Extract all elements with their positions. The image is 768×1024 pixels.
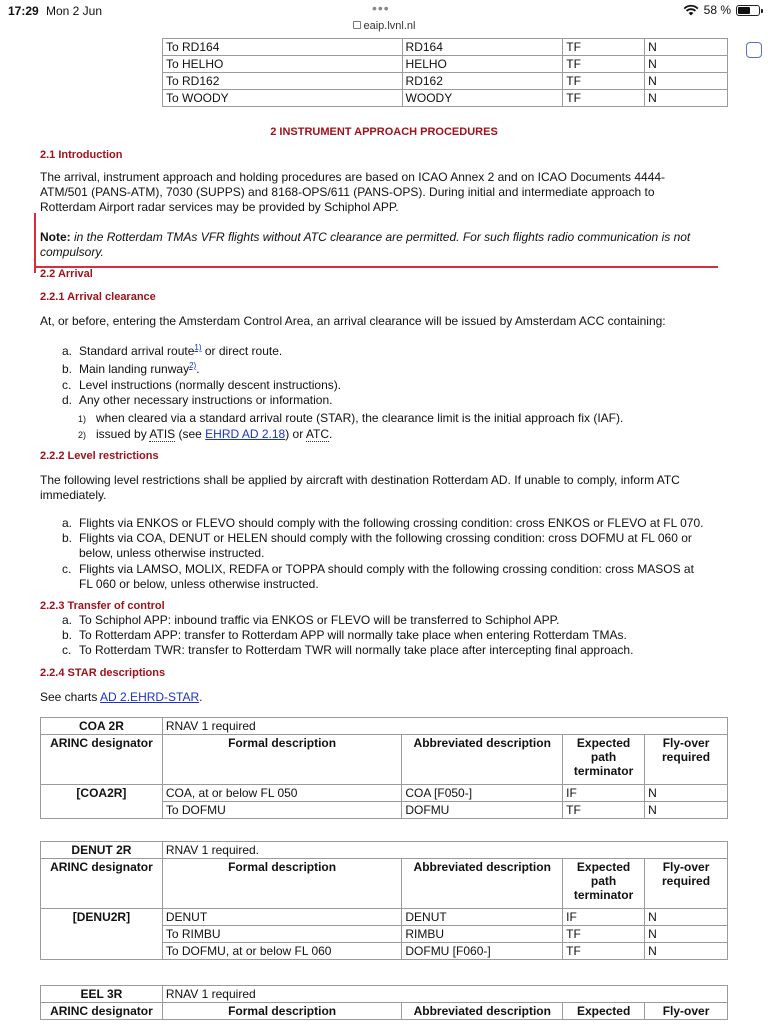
table-cell: DOFMU	[402, 802, 563, 819]
change-bar	[34, 213, 36, 273]
list-text: Flights via COA, DENUT or HELEN should comply with the following crossing condition: cross DOFMU at FL 060 or	[79, 531, 692, 545]
table-cell: RD164	[402, 39, 563, 56]
multitask-dots-icon[interactable]: •••	[372, 0, 390, 16]
header-line: terminator	[573, 888, 634, 902]
url-text: eaip.lvnl.nl	[363, 20, 416, 32]
table-cell: N	[645, 943, 728, 960]
intro-text: The arrival, instrument approach and holding procedures are based on ICAO Annex 2 and on ICAO Documents 4444-ATM/501 (PANS-ATM), 7030 (SUPPS) and 8168-OPS/611 (PANS-OPS). During initial and intermediate approach to Rotterdam Airport radar services may be provided by Schiphol APP.	[40, 170, 666, 214]
table-cell: To WOODY	[163, 90, 403, 107]
list-text: .	[196, 362, 200, 376]
list-item	[62, 613, 559, 628]
section-title: 2 INSTRUMENT APPROACH PROCEDURES	[270, 126, 498, 138]
table-cell: To DOFMU, at or below FL 060	[162, 943, 402, 960]
col-header-path	[563, 859, 645, 909]
list-label: b.	[62, 362, 73, 376]
star-name: DENUT 2R	[41, 842, 163, 859]
table-cell: TF	[563, 56, 645, 73]
table-cell: DENUT	[162, 909, 402, 926]
col-header-abbrev: Abbreviated description	[402, 735, 563, 785]
star-table-coa2r	[40, 717, 728, 819]
star-name: EEL 3R	[41, 986, 163, 1003]
list-label: b.	[62, 531, 73, 545]
table-cell: To HELHO	[163, 56, 403, 73]
note-paragraph	[40, 230, 720, 260]
table-row	[41, 986, 728, 1003]
table-row	[41, 842, 728, 859]
header-line: path	[590, 874, 617, 888]
table-cell: N	[645, 909, 728, 926]
star-heading: 2.2.4 STAR descriptions	[40, 667, 166, 679]
table-cell: TF	[563, 802, 645, 819]
link-ehrd-ad-2-18[interactable]: EHRD AD 2.18	[205, 427, 286, 441]
list-item-continued: below, unless otherwise instructed.	[79, 546, 265, 560]
list-item	[62, 531, 692, 546]
footnote-item	[78, 411, 623, 427]
header-line: Fly-over	[662, 860, 710, 874]
list-item	[62, 628, 627, 643]
table-cell: RD162	[402, 73, 563, 90]
battery-percent: 58 %	[703, 3, 731, 17]
level-heading: 2.2.2 Level restrictions	[40, 450, 159, 462]
table-cell: To RIMBU	[162, 926, 402, 943]
abbr-atis[interactable]: ATIS	[149, 427, 176, 441]
header-line: required	[662, 750, 711, 764]
clearance-text: At, or before, entering the Amsterdam Control Area, an arrival clearance will be issued by Amsterdam ACC containing:	[40, 314, 666, 328]
table-cell: HELHO	[402, 56, 563, 73]
table-row	[41, 785, 728, 802]
level-text: The following level restrictions shall be applied by aircraft with destination Rotterdam AD. If unable to comply, inform ATC immediately.	[40, 473, 680, 502]
list-text: To Rotterdam TWR: transfer to Rotterdam TWR will normally take place after intercepting final approach.	[79, 643, 634, 657]
footnote-label: 1)	[78, 414, 87, 424]
rnav-requirement: RNAV 1 required	[162, 718, 727, 735]
list-text: To Rotterdam APP: transfer to Rotterdam APP will normally take place when entering Rotterdam TMAs.	[79, 628, 627, 642]
rnav-requirement: RNAV 1 required	[162, 986, 727, 1003]
list-item	[62, 378, 341, 393]
col-header-path: Expected	[563, 1003, 645, 1020]
footnote-item	[78, 427, 332, 443]
link-star-charts[interactable]: AD 2.EHRD-STAR	[100, 690, 200, 704]
arrival-heading: 2.2 Arrival	[40, 268, 93, 280]
table-cell: IF	[563, 785, 645, 802]
list-label: a.	[62, 516, 73, 530]
footnote-link[interactable]: 2)	[189, 361, 197, 370]
clearance-heading: 2.2.1 Arrival clearance	[40, 291, 156, 303]
star-text-lead: See charts	[40, 690, 101, 704]
arinc-designator: [DENU2R]	[41, 909, 163, 960]
table-header-row	[41, 1003, 728, 1020]
change-line	[34, 266, 718, 268]
list-item	[62, 362, 200, 378]
top-route-table	[162, 38, 728, 107]
abbr-atc[interactable]: ATC	[305, 427, 329, 441]
col-header-arinc: ARINC designator	[41, 735, 163, 785]
lock-icon	[353, 21, 361, 29]
list-item	[62, 562, 694, 577]
table-cell: RIMBU	[402, 926, 563, 943]
table-cell: TF	[563, 943, 645, 960]
header-line: Fly-over	[662, 736, 710, 750]
url-bar[interactable]	[0, 20, 768, 32]
list-text: or direct route.	[201, 344, 283, 358]
table-row	[41, 718, 728, 735]
col-header-flyover	[645, 735, 728, 785]
list-label: c.	[62, 643, 72, 657]
header-line: path	[590, 750, 617, 764]
star-table-denu2r	[40, 841, 728, 960]
star-text-end: .	[199, 690, 203, 704]
star-name: COA 2R	[41, 718, 163, 735]
col-header-arinc: ARINC designator	[41, 859, 163, 909]
list-text: Main landing runway	[79, 362, 190, 376]
status-time: 17:29	[8, 4, 39, 18]
star-table-eel3r	[40, 985, 728, 1020]
list-text: Flights via ENKOS or FLEVO should comply with the following crossing condition: cross ENKOS or FLEVO at FL 070.	[79, 516, 704, 530]
col-header-formal: Formal description	[162, 735, 402, 785]
header-line: required	[662, 874, 711, 888]
table-cell: N	[645, 785, 728, 802]
note-label: Note:	[40, 230, 71, 244]
list-label: d.	[62, 393, 73, 407]
table-cell: IF	[563, 909, 645, 926]
footnote-link[interactable]: 1)	[194, 343, 202, 352]
table-cell: COA [F050-]	[402, 785, 563, 802]
table-cell: WOODY	[402, 90, 563, 107]
table-cell: TF	[563, 73, 645, 90]
list-text: To Schiphol APP: inbound traffic via ENKOS or FLEVO will be transferred to Schiphol APP.	[79, 613, 560, 627]
status-date: Mon 2 Jun	[46, 4, 103, 18]
table-cell: DENUT	[402, 909, 563, 926]
list-label: b.	[62, 628, 73, 642]
list-text: Level instructions (normally descent instructions).	[79, 378, 342, 392]
list-text: Standard arrival route	[79, 344, 195, 358]
table-cell: N	[645, 56, 728, 73]
rnav-requirement: RNAV 1 required.	[162, 842, 727, 859]
arinc-designator: [COA2R]	[41, 785, 163, 819]
list-text: Any other necessary instructions or information.	[79, 393, 333, 407]
status-bar	[0, 0, 768, 22]
footnote-label: 2)	[78, 430, 87, 440]
footnote-text: ) or	[285, 427, 306, 441]
battery-icon	[736, 5, 760, 16]
table-cell: To RD164	[163, 39, 403, 56]
table-row	[163, 73, 728, 90]
header-line: Expected	[576, 860, 631, 874]
col-header-formal: Formal description	[162, 1003, 402, 1020]
table-header-row	[41, 735, 728, 785]
list-item	[62, 393, 332, 408]
table-cell: COA, at or below FL 050	[162, 785, 402, 802]
col-header-formal: Formal description	[162, 859, 402, 909]
table-row	[163, 56, 728, 73]
footnote-text: when cleared via a standard arrival route (STAR), the clearance limit is the initial approach fix (IAF).	[96, 411, 624, 425]
sidebar-toggle-icon[interactable]	[746, 42, 762, 58]
col-header-abbrev: Abbreviated description	[402, 1003, 563, 1020]
table-cell: TF	[563, 926, 645, 943]
table-cell: DOFMU [F060-]	[402, 943, 563, 960]
table-cell: N	[645, 926, 728, 943]
list-item-continued: FL 060 or below, unless otherwise instructed.	[79, 577, 319, 591]
footnote-text: issued by	[96, 427, 150, 441]
intro-heading: 2.1 Introduction	[40, 149, 123, 161]
table-header-row	[41, 859, 728, 909]
list-item	[62, 516, 703, 531]
list-label: c.	[62, 562, 72, 576]
table-cell: N	[645, 802, 728, 819]
col-header-abbrev: Abbreviated description	[402, 859, 563, 909]
header-line: terminator	[573, 764, 634, 778]
table-row	[163, 90, 728, 107]
table-row	[163, 39, 728, 56]
list-label: a.	[62, 613, 73, 627]
transfer-heading: 2.2.3 Transfer of control	[40, 600, 165, 612]
col-header-arinc: ARINC designator	[41, 1003, 163, 1020]
table-cell: N	[645, 90, 728, 107]
table-cell: TF	[563, 39, 645, 56]
table-row	[41, 909, 728, 926]
table-cell: TF	[563, 90, 645, 107]
table-cell: N	[645, 39, 728, 56]
status-right	[683, 3, 760, 17]
star-text	[40, 690, 203, 705]
col-header-flyover	[645, 859, 728, 909]
list-item	[62, 344, 282, 360]
list-text: Flights via LAMSO, MOLIX, REDFA or TOPPA should comply with the following crossing condition: cross MASOS at	[79, 562, 694, 576]
table-cell: To DOFMU	[162, 802, 402, 819]
wifi-icon	[683, 4, 699, 16]
header-line: Expected	[576, 736, 631, 750]
table-cell: N	[645, 73, 728, 90]
col-header-path	[563, 735, 645, 785]
note-text: in the Rotterdam TMAs VFR flights without ATC clearance are permitted. For such flights radio communication is not compulsory.	[40, 230, 691, 259]
list-item	[62, 643, 633, 658]
footnote-text: (see	[175, 427, 206, 441]
list-label: a.	[62, 344, 73, 358]
footnote-text: .	[329, 427, 333, 441]
list-label: c.	[62, 378, 72, 392]
table-cell: To RD162	[163, 73, 403, 90]
col-header-flyover: Fly-over	[645, 1003, 728, 1020]
